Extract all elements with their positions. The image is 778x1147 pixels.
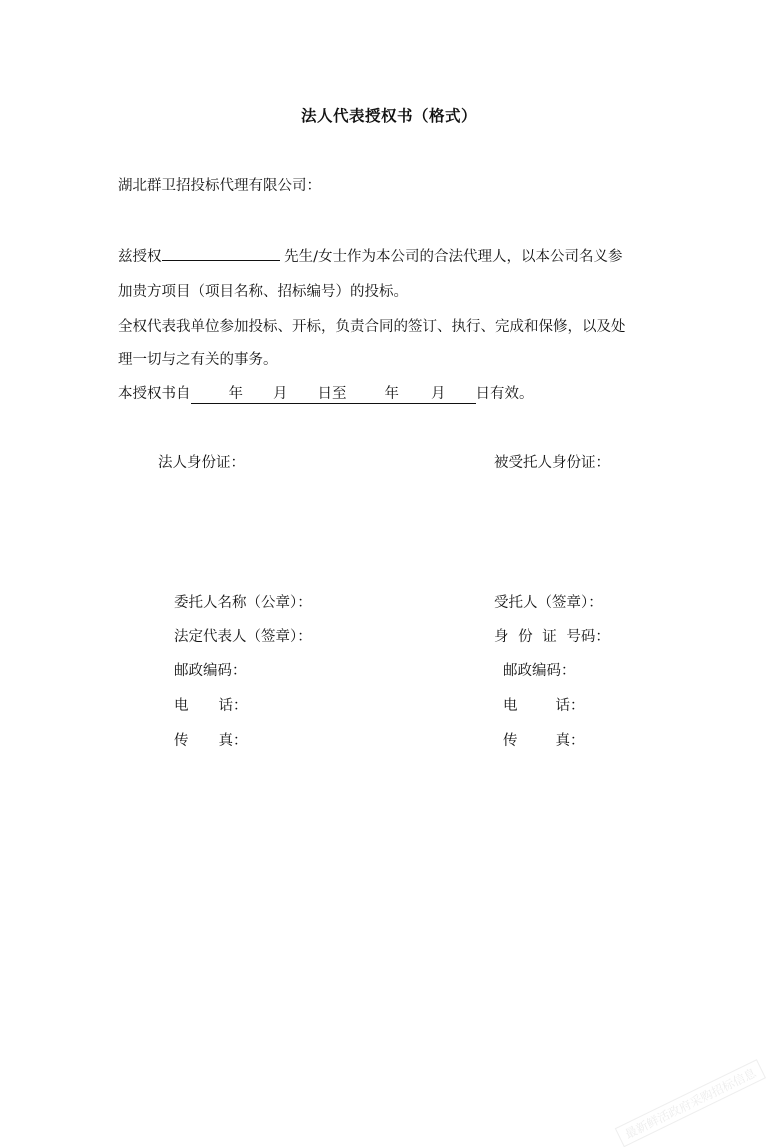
left-fax-label xyxy=(174,731,248,751)
right-fax-char-1: 传 xyxy=(503,733,518,749)
authorize-prefix: 兹授权 xyxy=(118,249,162,265)
left-phone-char-1: 电 xyxy=(174,698,189,714)
right-fax-char-2: 真： xyxy=(555,733,585,749)
validity-suffix: 日有效。 xyxy=(475,386,534,402)
agent-name-blank xyxy=(162,245,280,261)
principal-name-label: 委托人名称（公章）： xyxy=(174,595,312,611)
right-fax-label xyxy=(503,731,585,751)
right-phone-char-1: 电 xyxy=(503,698,518,714)
validity-line xyxy=(118,384,534,404)
agent-signature-label: 受托人（签章）： xyxy=(494,595,603,611)
right-phone-char-2: 话： xyxy=(555,698,585,714)
authorize-suffix: 先生/女士作为本公司的合法代理人，以本公司名义参 xyxy=(284,249,623,265)
addressee: 湖北群卫招投标代理有限公司： xyxy=(118,178,321,194)
authorization-paragraph-line-2: 加贵方项目（项目名称、招标编号）的投标。 xyxy=(118,284,408,300)
left-fax-char-2: 真： xyxy=(218,733,248,749)
validity-month-1: 月 xyxy=(273,386,288,402)
scope-paragraph-line-2: 理一切与之有关的事务。 xyxy=(118,352,278,368)
agent-id-number-label: 身 份 证 号码： xyxy=(494,629,610,645)
authorization-paragraph-line-1 xyxy=(118,245,623,267)
validity-dates xyxy=(191,386,476,404)
validity-month-2: 月 xyxy=(431,386,446,402)
legal-rep-id-label: 法人身份证： xyxy=(158,455,245,471)
validity-year-1: 年 xyxy=(228,386,243,402)
validity-year-2: 年 xyxy=(384,386,399,402)
left-fax-char-1: 传 xyxy=(174,733,189,749)
left-postcode-label: 邮政编码： xyxy=(174,663,247,679)
agent-id-label: 被受托人身份证： xyxy=(494,455,610,471)
validity-prefix: 本授权书自 xyxy=(118,386,191,402)
left-phone-label xyxy=(174,696,248,716)
right-phone-label xyxy=(503,696,585,716)
legal-rep-signature-label: 法定代表人（签章）： xyxy=(174,629,312,645)
validity-day-to: 日至 xyxy=(317,386,347,402)
document-title: 法人代表授权书（格式） xyxy=(300,107,477,125)
right-postcode-label: 邮政编码： xyxy=(503,663,576,679)
scope-paragraph-line-1: 全权代表我单位参加投标、开标，负责合同的签订、执行、完成和保修，以及处 xyxy=(118,319,626,335)
left-phone-char-2: 话： xyxy=(218,698,248,714)
watermark-stamp: 最新鲜活政府采购招标信息 xyxy=(615,1059,766,1147)
